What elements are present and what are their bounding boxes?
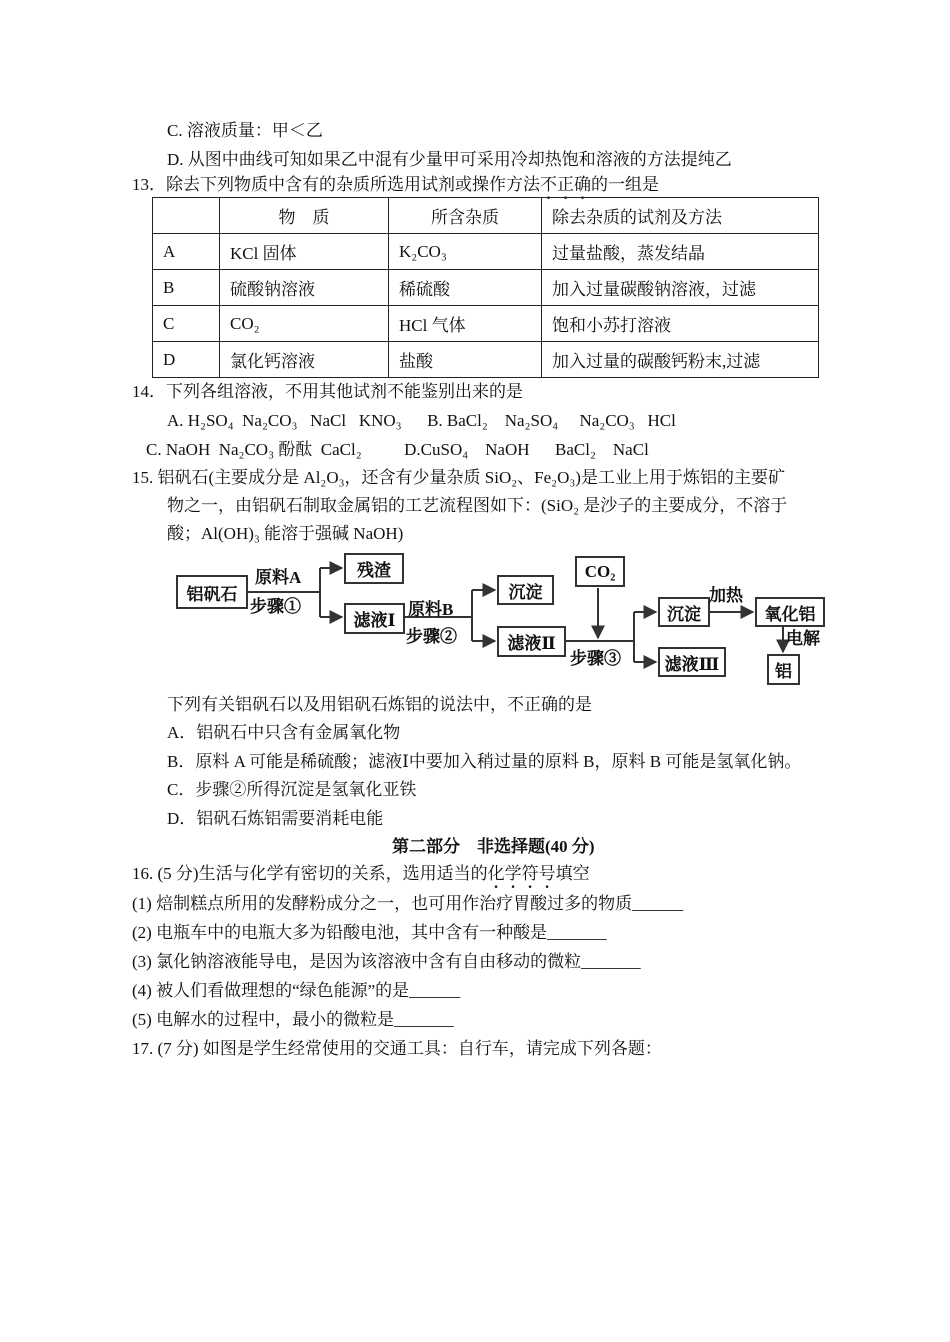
method-cell: 饱和小苏打溶液 xyxy=(542,306,819,342)
q16-sub4: (4) 被人们看做理想的“绿色能源”的是______ xyxy=(132,981,461,1000)
q15-stem-line1: 15. 铝矾石(主要成分是 Al₂O₃，还含有少量杂质 SiO₂、Fe₂O₃)是工业上用于炼铝的主要矿 xyxy=(132,468,785,487)
q16-sub2: (2) 电瓶车中的电瓶大多为铅酸电池，其中含有一种酸是_______ xyxy=(132,923,607,942)
section-title: 第二部分 非选择题(40 分) xyxy=(392,837,595,856)
method-cell: 过量盐酸，蒸发结晶 xyxy=(542,234,819,270)
flow-box-co2: CO₂ xyxy=(575,556,625,587)
row-label: B xyxy=(153,270,220,306)
flow-label-step3: 步骤③ xyxy=(570,649,621,668)
flow-box-precipitate2: 沉淀 xyxy=(658,597,710,627)
q16-stem: 16. (5 分)生活与化学有密切的关系，选用适当的化学符号填空 xyxy=(132,864,590,883)
row-label: C xyxy=(153,306,220,342)
row-label: D xyxy=(153,342,220,378)
flow-box-filtrate3: 滤液Ⅲ xyxy=(658,647,726,677)
q17-stem: 17. (7 分) 如图是学生经常使用的交通工具：自行车，请完成下列各题： xyxy=(132,1039,662,1058)
flow-box-filtrate2: 滤液Ⅱ xyxy=(497,626,566,657)
q14-options-cd: C. NaOH Na₂CO₃ 酚酞 CaCl₂ D.CuSO₄ NaOH BaCl₂ NaCl xyxy=(146,440,649,459)
q14-options-ab: A. H₂SO₄ Na₂CO₃ NaCl KNO₃ B. BaCl₂ Na₂SO₄ Na₂CO₃ HCl xyxy=(167,411,676,430)
q14-stem: 14．下列各组溶液，不用其他试剂不能鉴别出来的是 xyxy=(132,382,523,401)
flow-label-step1: 步骤① xyxy=(250,597,301,616)
q15-stem-line3: 酸；Al(OH)₃ 能溶于强碱 NaOH) xyxy=(167,524,404,543)
q12-option-d: D. 从图中曲线可知如果乙中混有少量甲可采用冷却热饱和溶液的方法提纯乙 xyxy=(167,150,732,169)
q15-question: 下列有关铝矾石以及用铝矾石炼铝的说法中，不正确的是 xyxy=(167,695,592,714)
flow-label-raw-a: 原料A xyxy=(255,568,302,587)
flow-label-heat: 加热 xyxy=(709,586,743,605)
q16-sub5: (5) 电解水的过程中，最小的微粒是_______ xyxy=(132,1010,454,1029)
impurity-cell: K₂CO₃ xyxy=(389,234,542,270)
q15-option-c: C．步骤②所得沉淀是氢氧化亚铁 xyxy=(167,780,417,799)
flow-box-ore: 铝矾石 xyxy=(176,575,248,609)
q15-stem-line2: 物之一，由铝矾石制取金属铝的工艺流程图如下：(SiO₂ 是沙子的主要成分，不溶于 xyxy=(167,496,788,515)
flow-box-aluminum: 铝 xyxy=(767,654,800,685)
table-header-cell: 所含杂质 xyxy=(389,198,542,234)
q15-option-d: D．铝矾石炼铝需要消耗电能 xyxy=(167,809,384,828)
flow-box-precipitate1: 沉淀 xyxy=(497,575,554,605)
impurity-cell: 稀硫酸 xyxy=(389,270,542,306)
flow-label-step2: 步骤② xyxy=(406,627,457,646)
impurity-cell: 盐酸 xyxy=(389,342,542,378)
flow-box-residue: 残渣 xyxy=(344,553,404,584)
substance-cell: 硫酸钠溶液 xyxy=(220,270,389,306)
table-header-cell: 除去杂质的试剂及方法 xyxy=(542,198,819,234)
q15-option-b: B．原料 A 可能是稀硫酸；滤液Ⅰ中要加入稍过量的原料 B，原料 B 可能是氢氧化钠。 xyxy=(167,752,802,771)
flow-box-filtrate1: 滤液Ⅰ xyxy=(344,603,405,634)
table-header-cell: 物 质 xyxy=(220,198,389,234)
q12-option-c: C. 溶液质量：甲＜乙 xyxy=(167,121,323,140)
q16-sub3: (3) 氯化钠溶液能导电，是因为该溶液中含有自由移动的微粒_______ xyxy=(132,952,641,971)
q13-stem: 13．除去下列物质中含有的杂质所选用试剂或操作方法不正确的一组是 xyxy=(132,175,659,194)
substance-cell: KCl 固体 xyxy=(220,234,389,270)
q16-sub1: (1) 焙制糕点所用的发酵粉成分之一，也可用作治疗胃酸过多的物质______ xyxy=(132,894,684,913)
row-label: A xyxy=(153,234,220,270)
substance-cell: CO₂ xyxy=(220,306,389,342)
method-cell: 加入过量碳酸钠溶液，过滤 xyxy=(542,270,819,306)
substance-cell: 氯化钙溶液 xyxy=(220,342,389,378)
q15-option-a: A．铝矾石中只含有金属氧化物 xyxy=(167,723,401,742)
flow-label-raw-b: 原料B xyxy=(408,600,454,619)
impurity-cell: HCl 气体 xyxy=(389,306,542,342)
flow-box-alumina: 氧化铝 xyxy=(755,597,825,627)
flow-label-electrolysis: 电解 xyxy=(786,629,820,648)
method-cell: 加入过量的碳酸钙粉末,过滤 xyxy=(542,342,819,378)
